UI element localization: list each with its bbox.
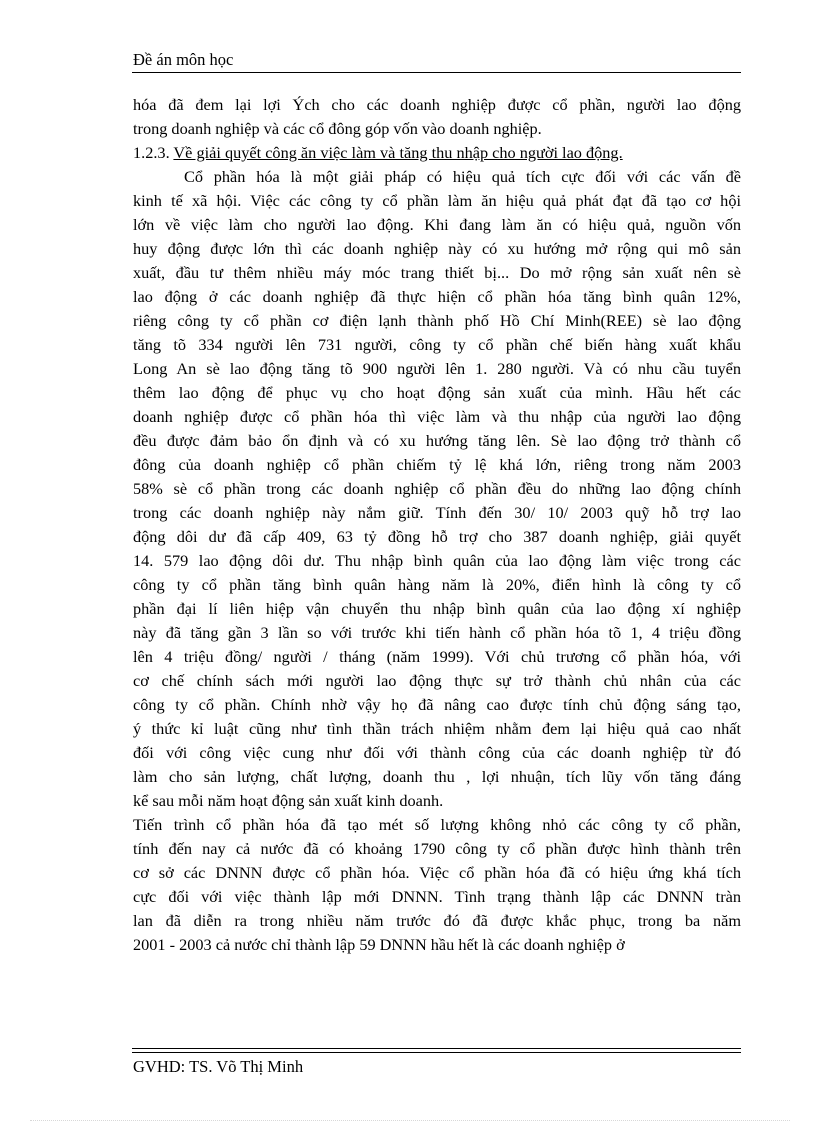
section-title: Về giải quyết công ăn việc làm và tăng thu nhập cho người lao động. (173, 143, 623, 162)
text-line: trong doanh nghiệp và các cổ đông góp vốn vào doanh nghiệp. (133, 119, 542, 138)
text-line: trong các doanh nghiệp này nắm giữ. Tính đến 30/ 10/ 2003 quỹ hỗ trợ lao (133, 503, 741, 522)
text-line: lên 4 triệu đồng/ người / tháng (năm 1999). Với chủ trương cổ phần hóa, với (133, 647, 741, 666)
page-header-title: Đề án môn học (133, 50, 234, 69)
text-line: hóa đã đem lại lợi Ých cho các doanh nghiệp được cổ phần, người lao động (133, 95, 741, 114)
text-line: làm cho sản lượng, chất lượng, doanh thu , lợi nhuận, tích lũy vốn tăng đáng (133, 767, 741, 786)
text-line: phần đại lí liên hiệp vận chuyển thu nhập bình quân của lao động xí nghiệp (133, 599, 741, 618)
text-line: kinh tế xã hội. Việc các công ty cổ phần làm ăn hiệu quả phát đạt đã tạo cơ hội (133, 191, 741, 210)
text-line: Long An sè lao động tăng tõ 900 người lên 1. 280 người. Và có nhu cầu tuyển (133, 359, 741, 378)
text-line: huy động được lớn thì các doanh nghiệp này có xu hướng mở rộng qui mô sản (133, 239, 741, 258)
text-line: 2001 - 2003 cả nước chỉ thành lập 59 DNNN hầu hết là các doanh nghiệp ở (133, 935, 625, 954)
text-line: Tiến trình cổ phần hóa đã tạo mét số lượng không nhỏ các công ty cổ phần, (133, 815, 741, 834)
footer-supervisor: GVHD: TS. Võ Thị Minh (133, 1057, 304, 1076)
header-divider (132, 72, 741, 73)
text-line: riêng công ty cổ phần cơ điện lạnh thành phố Hồ Chí Minh(REE) sè lao động (133, 311, 741, 330)
text-line: đông của doanh nghiệp cổ phần chiếm tỷ lệ khá lớn, riêng trong năm 2003 (133, 455, 741, 474)
text-line: đối với công việc cung như đối với thành công của các doanh nghiệp từ đó (133, 743, 741, 762)
footer-divider-thin (132, 1052, 741, 1053)
text-line: thêm lao động để phục vụ cho hoạt động sản xuất của mình. Hầu hết các (133, 383, 741, 402)
text-line: công ty cổ phần. Chính nhờ vậy họ đã nâng cao được tính chủ động sáng tạo, (133, 695, 741, 714)
footer-divider (132, 1048, 741, 1049)
text-line: xuất, đầu tư thêm nhiều máy móc trang thiết bị... Do mở rộng sản xuất nên sè (133, 263, 741, 282)
text-line: 58% sè cổ phần trong các doanh nghiệp cổ phần đều do những lao động chính (133, 479, 741, 498)
text-line: lớn về việc làm cho người lao động. Khi đang làm ăn có hiệu quả, nguồn vốn (133, 215, 741, 234)
text-line: cực đối với việc thành lập mới DNNN. Tình trạng thành lập các DNNN tràn (133, 887, 741, 906)
text-line: lao động ở các doanh nghiệp đã thực hiện cổ phần hóa tăng bình quân 12%, (133, 287, 741, 306)
section-number: 1.2.3. (133, 143, 170, 162)
page-edge-dotted-line (30, 1120, 790, 1121)
text-line: kể sau mỗi năm hoạt động sản xuất kinh doanh. (133, 791, 444, 810)
text-line: doanh nghiệp được cổ phần hóa thì việc làm và thu nhập của người lao động (133, 407, 741, 426)
text-line: Cổ phần hóa là một giải pháp có hiệu quả tích cực đối với các vấn đề (184, 167, 741, 186)
text-line: động dôi dư đã cấp 409, 63 tỷ đồng hỗ trợ cho 387 doanh nghiệp, giải quyết (133, 527, 741, 546)
text-line: ý thức kỉ luật cũng như tình thần trách nhiệm nhằm đem lại hiệu quả cao nhất (133, 719, 741, 738)
text-line: cơ chế chính sách mới người lao động thực sự trở thành chủ nhân của các (133, 671, 741, 690)
text-line: này đã tăng gần 3 lần so với trước khi tiến hành cổ phần hóa tõ 1, 4 triệu đồng (133, 623, 741, 642)
text-line: cơ sở các DNNN được cổ phần hóa. Việc cổ phần hóa đã có hiệu ứng khá tích (133, 863, 741, 882)
text-line: 14. 579 lao động dôi dư. Thu nhập bình quân của lao động làm việc trong các (133, 551, 741, 570)
text-line: công ty cổ phần tăng bình quân hàng năm là 20%, điển hình là công ty cổ (133, 575, 741, 594)
text-line: đều được đảm bảo ổn định và có xu hướng tăng lên. Sè lao động trở thành cổ (133, 431, 741, 450)
text-line: tăng tõ 334 người lên 731 người, công ty cổ phần chế biến hàng xuất khẩu (133, 335, 741, 354)
text-line: lan đã diễn ra trong nhiều năm trước đó đã được khắc phục, trong ba năm (133, 911, 741, 930)
text-line: tính đến nay cả nước đã có khoảng 1790 công ty cổ phần được hình thành trên (133, 839, 741, 858)
section-heading (133, 141, 741, 165)
